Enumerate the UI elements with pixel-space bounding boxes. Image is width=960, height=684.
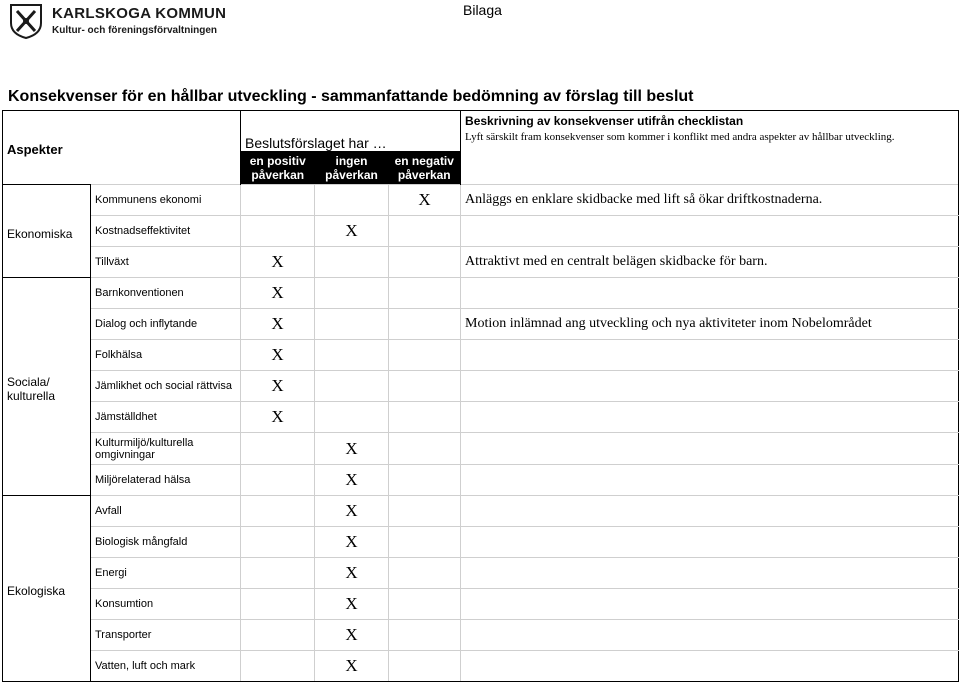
- table-row: [3, 371, 959, 402]
- mark-negative: [389, 247, 461, 278]
- table-row: [3, 185, 959, 216]
- mark-positive: X: [241, 247, 315, 278]
- consequence-description: [461, 433, 959, 464]
- mark-negative: [389, 216, 461, 247]
- table-row: [3, 216, 959, 247]
- decision-header-cell: [241, 111, 461, 152]
- table-row: [3, 464, 959, 495]
- mark-none: [315, 185, 389, 216]
- table-row: [3, 650, 959, 681]
- aspect-label: Miljörelaterad hälsa: [91, 464, 241, 495]
- mark-negative: [389, 619, 461, 650]
- mark-negative: [389, 433, 461, 464]
- table-row: [3, 340, 959, 371]
- aspects-header-cell: [3, 111, 241, 185]
- mark-negative: [389, 402, 461, 433]
- attachment-label: Bilaga: [463, 2, 502, 18]
- aspect-label: Transporter: [91, 619, 241, 650]
- mark-positive: [241, 650, 315, 681]
- org-name: KARLSKOGA KOMMUN: [52, 5, 227, 22]
- mark-positive: X: [241, 309, 315, 340]
- mark-negative: [389, 309, 461, 340]
- mark-none: X: [315, 464, 389, 495]
- mark-none: [315, 278, 389, 309]
- mark-positive: [241, 495, 315, 526]
- consequence-description: [461, 340, 959, 371]
- aspect-label: Energi: [91, 557, 241, 588]
- mark-none: [315, 340, 389, 371]
- mark-none: X: [315, 495, 389, 526]
- description-subheader: Lyft särskilt fram konsekvenser som kommer i konflikt med andra aspekter av hållbar utveckling.: [465, 131, 895, 143]
- consequence-description: Anläggs en enklare skidbacke med lift så ökar driftkostnaderna.: [461, 185, 959, 216]
- aspect-group-label: Sociala/ kulturella: [3, 278, 91, 495]
- aspect-label: Dialog och inflytande: [91, 309, 241, 340]
- description-header: Beskrivning av konsekvenser utifrån checklistan: [465, 114, 744, 128]
- table-row: [3, 247, 959, 278]
- mark-positive: [241, 433, 315, 464]
- aspect-group-label: Ekonomiska: [3, 185, 91, 278]
- consequence-description: [461, 495, 959, 526]
- aspect-label: Barnkonventionen: [91, 278, 241, 309]
- coat-of-arms-icon: [8, 3, 44, 39]
- consequence-description: [461, 526, 959, 557]
- table-row: [3, 619, 959, 650]
- consequence-description: [461, 557, 959, 588]
- mark-none: X: [315, 557, 389, 588]
- consequence-description: [461, 588, 959, 619]
- mark-positive: X: [241, 371, 315, 402]
- mark-none: [315, 402, 389, 433]
- aspect-label: Kostnadseffektivitet: [91, 216, 241, 247]
- aspect-label: Jämställdhet: [91, 402, 241, 433]
- mark-positive: [241, 619, 315, 650]
- consequence-description: [461, 650, 959, 681]
- consequence-description: [461, 464, 959, 495]
- mark-negative: [389, 464, 461, 495]
- org-subtitle: Kultur- och föreningsförvaltningen: [52, 25, 217, 36]
- mark-positive: [241, 588, 315, 619]
- mark-negative: [389, 526, 461, 557]
- mark-positive: [241, 216, 315, 247]
- mark-negative: [389, 650, 461, 681]
- document-title: Konsekvenser för en hållbar utveckling - sammanfattande bedömning av förslag till beslut: [8, 88, 694, 105]
- consequence-description: Attraktivt med en centralt belägen skidbacke för barn.: [461, 247, 959, 278]
- aspect-label: Kommunens ekonomi: [91, 185, 241, 216]
- table-row: [3, 557, 959, 588]
- mark-negative: [389, 340, 461, 371]
- mark-none: [315, 371, 389, 402]
- aspect-label: Kulturmiljö/kulturella omgivningar: [91, 433, 241, 464]
- mark-none: X: [315, 526, 389, 557]
- aspect-label: Avfall: [91, 495, 241, 526]
- table-row: [3, 309, 959, 340]
- table-row: [3, 433, 959, 464]
- table-row: [3, 278, 959, 309]
- mark-positive: X: [241, 340, 315, 371]
- mark-positive: [241, 185, 315, 216]
- table-row: [3, 495, 959, 526]
- mark-none: X: [315, 619, 389, 650]
- mark-positive: [241, 464, 315, 495]
- aspect-label: Folkhälsa: [91, 340, 241, 371]
- col-positive-header: en positiv påverkan: [241, 151, 315, 185]
- aspect-label: Tillväxt: [91, 247, 241, 278]
- aspect-label: Jämlikhet och social rättvisa: [91, 371, 241, 402]
- consequence-description: [461, 371, 959, 402]
- mark-none: [315, 309, 389, 340]
- aspect-label: Biologisk mångfald: [91, 526, 241, 557]
- consequence-description: [461, 402, 959, 433]
- col-none-header: ingen påverkan: [315, 151, 389, 185]
- mark-none: X: [315, 650, 389, 681]
- mark-none: X: [315, 216, 389, 247]
- aspects-header: Aspekter: [7, 141, 63, 157]
- aspect-label: Vatten, luft och mark: [91, 650, 241, 681]
- mark-negative: [389, 278, 461, 309]
- mark-negative: [389, 557, 461, 588]
- mark-positive: X: [241, 402, 315, 433]
- description-header-cell: [461, 111, 959, 152]
- mark-negative: X: [389, 185, 461, 216]
- mark-none: [315, 247, 389, 278]
- consequence-description: Motion inlämnad ang utveckling och nya aktiviteter inom Nobelområdet: [461, 309, 959, 340]
- table-row: [3, 402, 959, 433]
- mark-negative: [389, 588, 461, 619]
- assessment-table: [2, 110, 959, 682]
- consequence-description: [461, 278, 959, 309]
- consequence-description: [461, 619, 959, 650]
- aspect-label: Konsumtion: [91, 588, 241, 619]
- mark-positive: [241, 526, 315, 557]
- mark-negative: [389, 495, 461, 526]
- municipality-logo: [8, 3, 227, 41]
- mark-none: X: [315, 433, 389, 464]
- col-negative-header: en negativ påverkan: [389, 151, 461, 185]
- table-row: [3, 588, 959, 619]
- mark-positive: [241, 557, 315, 588]
- mark-none: X: [315, 588, 389, 619]
- mark-positive: X: [241, 278, 315, 309]
- consequence-description: [461, 216, 959, 247]
- table-row: [3, 526, 959, 557]
- aspect-group-label: Ekologiska: [3, 495, 91, 681]
- mark-negative: [389, 371, 461, 402]
- decision-header: Beslutsförslaget har …: [245, 135, 387, 152]
